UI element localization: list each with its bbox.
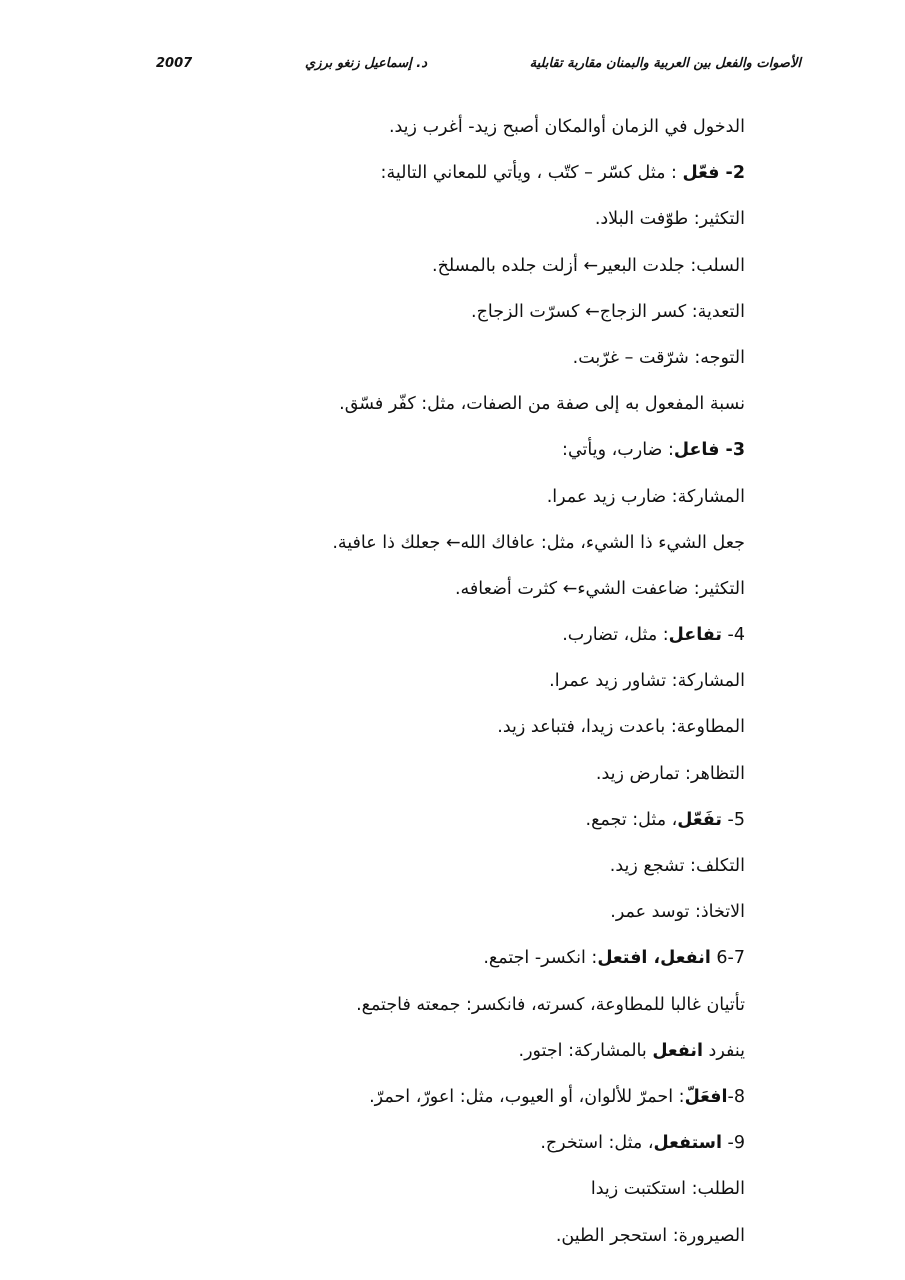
section-heading: 5- تفَعّل، مثل: تجمع. — [585, 809, 745, 830]
section-heading: 4- تفاعل: مثل، تضارب. — [562, 625, 745, 646]
text-line: المشاركة: ضارب زيد عمرا. — [546, 486, 745, 507]
text-line: الطلب: استكتبت زيدا — [590, 1179, 745, 1200]
text-line: الدخول في الزمان أوالمكان أصبح زيد- أغرب زيد. — [388, 117, 745, 137]
text-line: التكثير: طوّفت البلاد. — [594, 209, 745, 230]
text-line: التكثير: ضاعفت الشيء← كثرت أضعافه. — [454, 578, 745, 599]
section-heading: 3- فاعل: ضارب، ويأتي: — [562, 440, 745, 461]
text-line: نسبة المفعول به إلى صفة من الصفات، مثل: كفّر فسّق. — [339, 394, 745, 415]
text-line: التكلف: تشجع زيد. — [609, 856, 745, 876]
text-line: جعل الشيء ذا الشيء، مثل: عافاك الله← جعلك ذا عافية. — [332, 532, 745, 553]
text-line: المطاوعة: باعدت زيدا، فتباعد زيد. — [497, 717, 745, 738]
section-heading: 8-افعَلّ: احمرّ للألوان، أو العيوب، مثل: اعورّ، احمرّ. — [369, 1086, 745, 1107]
page-body — [125, 104, 745, 1259]
text-line: السلب: جلدت البعير← أزلت جلده بالمسلخ. — [432, 255, 745, 276]
text-line: التعدية: كسر الزجاج← كسرّت الزجاج. — [471, 301, 745, 322]
year: 2007 — [156, 56, 193, 71]
author-name: د. إسماعيل زنغو برزي — [305, 56, 427, 71]
section-heading: 6-7 انفعل، افتعل: انكسر- اجتمع. — [483, 948, 745, 969]
text-line: الصيرورة: استحجر الطين. — [555, 1225, 745, 1246]
text-line: التوجه: شرّقت – غرّبت. — [572, 347, 745, 368]
text-line: تأتيان غالبا للمطاوعة، كسرته، فانكسر: جمعته فاجتمع. — [356, 994, 745, 1015]
text-line: المشاركة: تشاور زيد عمرا. — [549, 671, 745, 692]
page-header — [0, 56, 905, 80]
text-line: ينفرد انفعل بالمشاركة: اجتور. — [518, 1040, 745, 1061]
running-title: الأصوات والفعل بين العربية والبمنان مقاربة تقابلية — [529, 56, 801, 71]
text-line: الاتخاذ: توسد عمر. — [610, 902, 745, 923]
section-heading: 2- فعّل : مثل كسّر – كتّب ، ويأتي للمعاني التالية: — [380, 163, 745, 184]
text-line: التظاهر: تمارض زيد. — [595, 763, 745, 784]
section-heading: 9- استفعل، مثل: استخرج. — [540, 1133, 745, 1154]
